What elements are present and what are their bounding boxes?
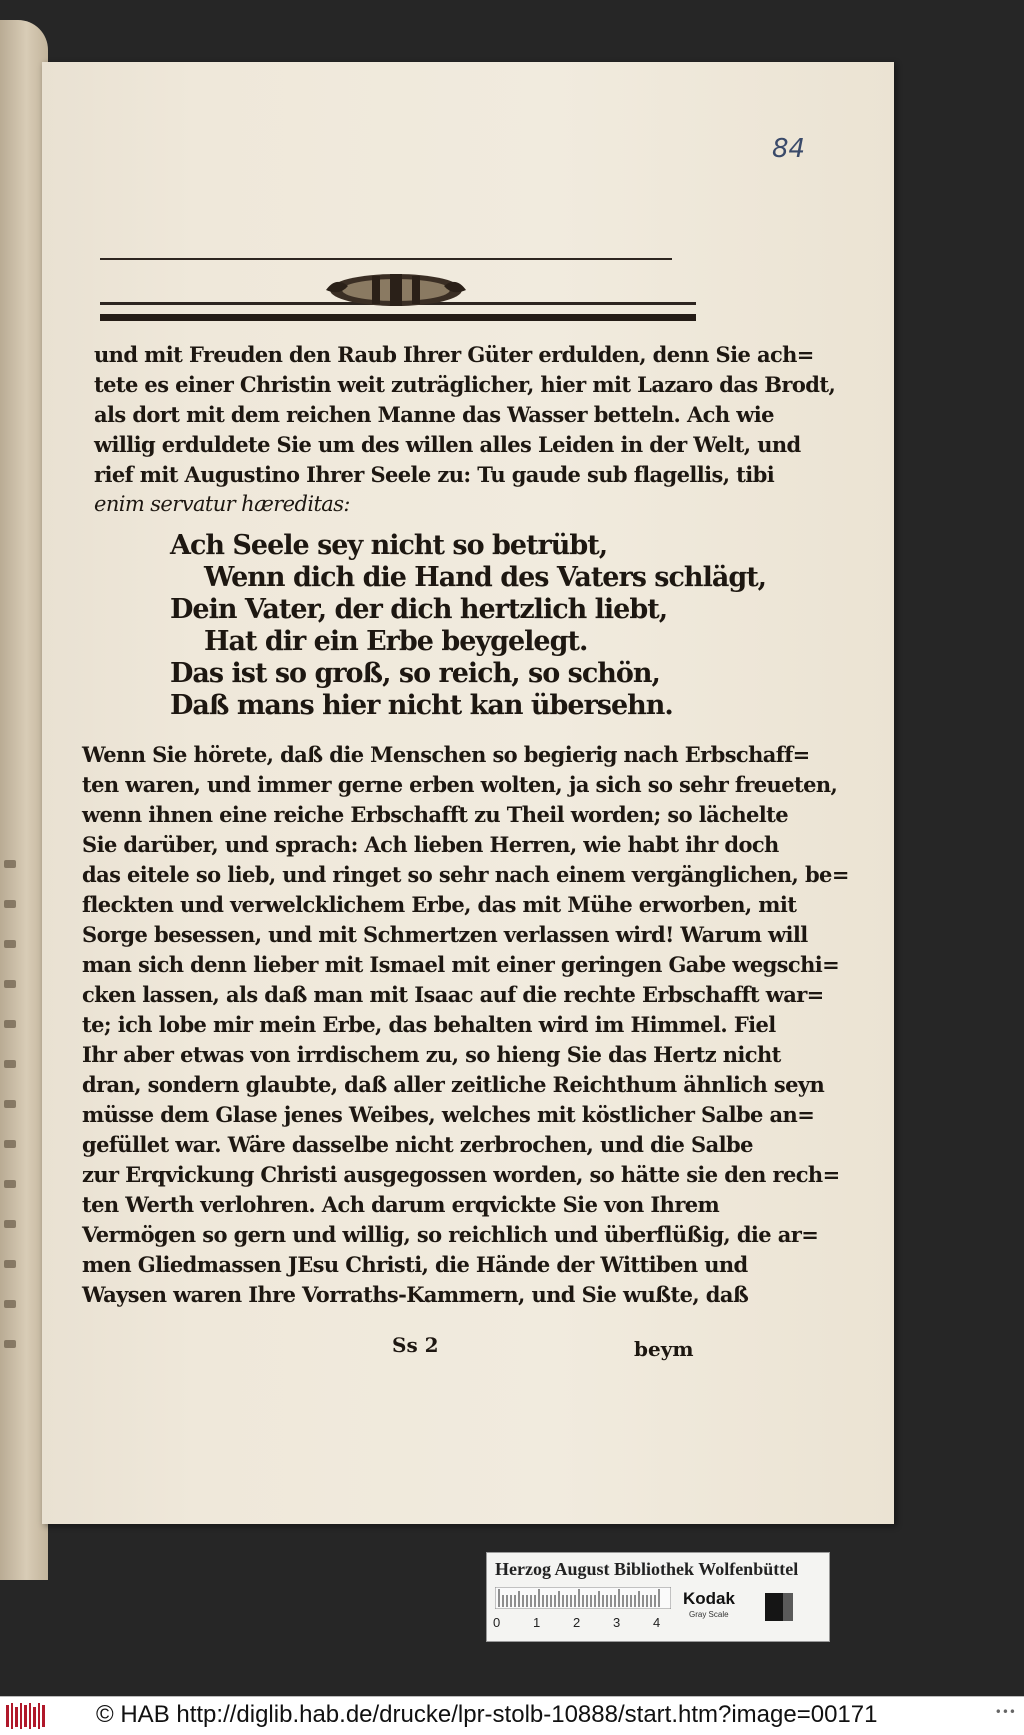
text-line: fleckten und verwelcklichem Erbe, das mit Mühe erworben, mit (82, 892, 797, 917)
verse-line: Das ist so groß, so reich, so schön, (170, 658, 660, 689)
verse-line: Dein Vater, der dich hertzlich liebt, (170, 594, 668, 625)
text-line: Sorge besessen, und mit Schmertzen verlassen wird! Warum will (82, 922, 808, 947)
viewer-footer (0, 1696, 1024, 1735)
text-line: willig erduldete Sie um des willen alles Leiden in der Welt, und (94, 432, 801, 457)
signature-mark: Ss 2 (392, 1333, 439, 1357)
header-rule-thick (100, 314, 696, 321)
edge-mark (4, 900, 16, 908)
edge-mark (4, 1300, 16, 1308)
card-title: Herzog August Bibliothek Wolfenbüttel (495, 1559, 799, 1579)
edge-mark (4, 1020, 16, 1028)
headpiece-ornament-icon (100, 272, 696, 310)
verse-line: Ach Seele sey nicht so betrübt, (170, 530, 608, 561)
verse-line: Hat dir ein Erbe beygelegt. (204, 626, 588, 657)
edge-mark (4, 1140, 16, 1148)
verse-line: Wenn dich die Hand des Vaters schlägt, (204, 562, 767, 593)
text-line: Sie darüber, und sprach: Ach lieben Herren, wie habt ihr doch (82, 832, 779, 857)
ruler-number: 2 (573, 1615, 581, 1630)
text-line: te; ich lobe mir mein Erbe, das behalten wird im Himmel. Fiel (82, 1012, 776, 1037)
header-rule-thin (100, 258, 672, 260)
text-line: men Gliedmassen JEsu Christi, die Hände der Wittiben und (82, 1252, 748, 1277)
edge-mark (4, 940, 16, 948)
edge-mark (4, 1100, 16, 1108)
ruler-icon (495, 1587, 671, 1609)
text-line: ten Werth verlohren. Ach darum erqvickte Sie von Ihrem (82, 1192, 720, 1217)
text-line: enim servatur hæreditas: (94, 492, 350, 516)
text-line: wenn ihnen eine reiche Erbschafft zu Theil worden; so lächelte (82, 802, 788, 827)
book-page (42, 62, 894, 1524)
text-line: dran, sondern glaubte, daß aller zeitliche Reichthum ähnlich seyn (82, 1072, 825, 1097)
ruler-number: 3 (613, 1615, 621, 1630)
ruler-number: 0 (493, 1615, 501, 1630)
hab-logo-icon (4, 1701, 48, 1731)
edge-mark (4, 1180, 16, 1188)
brand-label: Kodak (683, 1589, 735, 1608)
brand-sublabel: Gray Scale (689, 1610, 729, 1619)
edge-mark (4, 860, 16, 868)
text-line: ten waren, und immer gerne erben wolten, ja sich so sehr freueten, (82, 772, 838, 797)
catchword: beym (634, 1337, 694, 1361)
color-calibration-card (486, 1552, 830, 1642)
text-line: zur Erqvickung Christi ausgegossen worden, so hätte sie den rech= (82, 1162, 840, 1187)
text-line: Waysen waren Ihre Vorraths-Kammern, und Sie wußte, daß (82, 1282, 749, 1307)
verse-line: Daß mans hier nicht kan übersehn. (170, 690, 673, 721)
text-line: gefüllet war. Wäre dasselbe nicht zerbrochen, und die Salbe (82, 1132, 753, 1157)
text-line: müsse dem Glase jenes Weibes, welches mit köstlicher Salbe an= (82, 1102, 815, 1127)
gray-patch-dark (783, 1593, 793, 1621)
edge-mark (4, 1340, 16, 1348)
gray-patch-black (765, 1593, 783, 1621)
text-line: Ihr aber etwas von irrdischem zu, so hieng Sie das Hertz nicht (82, 1042, 781, 1067)
text-line: als dort mit dem reichen Manne das Wasser betteln. Ach wie (94, 402, 774, 427)
text-line: und mit Freuden den Raub Ihrer Güter erdulden, denn Sie ach= (94, 342, 814, 367)
text-line: cken lassen, als daß man mit Isaac auf die rechte Erbschafft war= (82, 982, 824, 1007)
text-line: das eitele so lieb, und ringet so sehr nach einem vergänglichen, be= (82, 862, 849, 887)
edge-mark (4, 1220, 16, 1228)
text-line: rief mit Augustino Ihrer Seele zu: Tu gaude sub flagellis, tibi (94, 462, 775, 487)
ruler-number: 4 (653, 1615, 661, 1630)
text-line: Wenn Sie hörete, daß die Menschen so begierig nach Erbschaff= (82, 742, 810, 767)
adjacent-page-edge (0, 20, 48, 1580)
ruler-number: 1 (533, 1615, 541, 1630)
text-line: Vermögen so gern und willig, so reichlich und überflüßig, die ar= (82, 1222, 819, 1247)
more-icon[interactable]: ••• (994, 1705, 1016, 1719)
edge-mark (4, 980, 16, 988)
text-line: man sich denn lieber mit Ismael mit einer geringen Gabe wegschi= (82, 952, 840, 977)
text-line: tete es einer Christin weit zuträglicher, hier mit Lazaro das Brodt, (94, 372, 836, 397)
edge-mark (4, 1060, 16, 1068)
source-url[interactable]: © HAB http://diglib.hab.de/drucke/lpr-stolb-10888/start.htm?image=00171 (96, 1701, 878, 1728)
folio-number: 84 (772, 134, 806, 164)
edge-mark (4, 1260, 16, 1268)
